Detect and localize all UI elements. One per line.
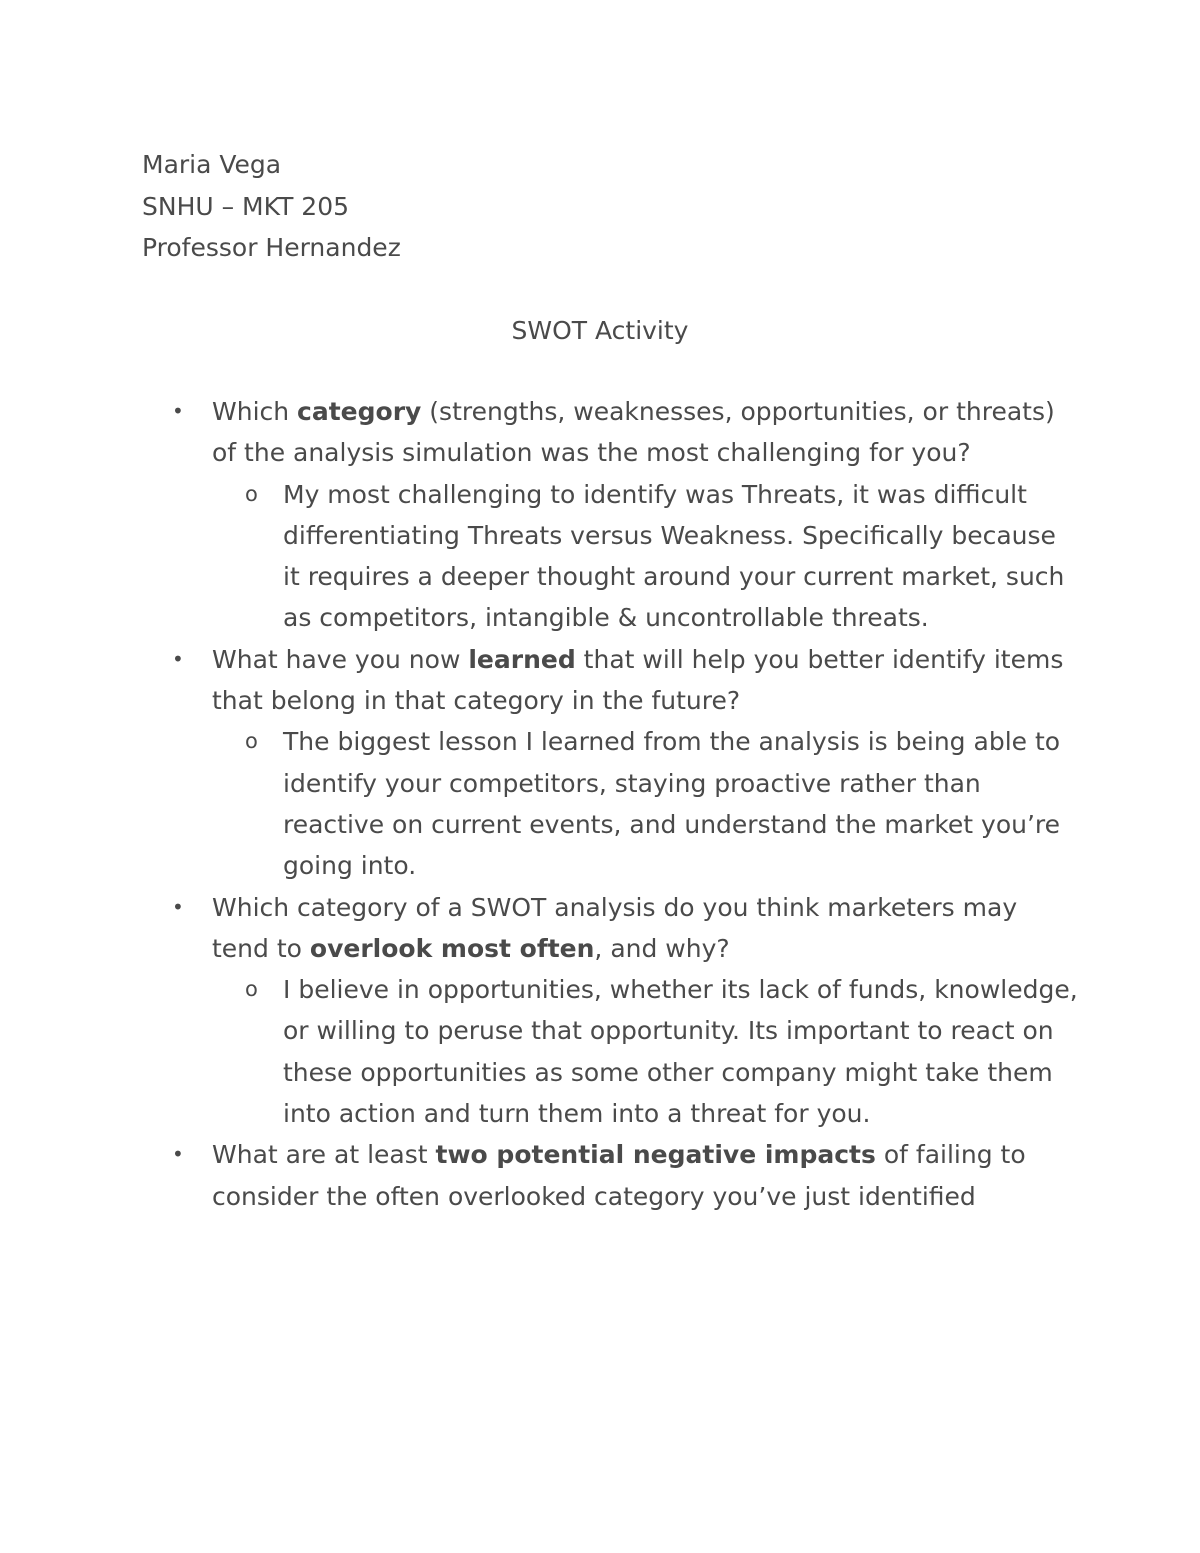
bullet-icon: •	[172, 646, 184, 671]
bullet-icon: •	[172, 894, 184, 919]
bullet-icon: •	[172, 1142, 184, 1167]
course-name: SNHU – MKT 205	[142, 192, 350, 221]
professor-name: Professor Hernandez	[142, 233, 401, 262]
answer-text: I believe in opportunities, whether its lack of funds, knowledge, or willing to peruse that opportunity. Its important to react on these opportunities as some other company might take them into action and turn them into a threat for you.	[283, 975, 1078, 1129]
question-text: Which category (strengths, weaknesses, opportunities, or threats) of the analysis simulation was the most challenging for you?	[212, 397, 1055, 468]
question-text: What have you now learned that will help you better identify items that belong in that category in the future?	[212, 644, 1064, 716]
question-text: What are at least two potential negative impacts of failing to consider the often overlooked category you’ve just identified	[212, 1140, 1026, 1211]
answer-text: My most challenging to identify was Threats, it was difficult differentiating Threats versus Weakness. Specifically because it requires a deeper thought around your current market, such as competitors, intangible & uncontrollable threats.	[283, 479, 1065, 633]
answer-item	[0, 721, 1200, 886]
sub-bullet-icon: o	[245, 481, 258, 506]
answer-item	[0, 474, 1200, 639]
question-item	[0, 639, 1200, 722]
sub-bullet-icon: o	[245, 977, 258, 1002]
student-name: Maria Vega	[142, 150, 282, 179]
answer-text: The biggest lesson I learned from the analysis is being able to identify your competitors, staying proactive rather than reactive on current events, and understand the market you’re going into.	[283, 727, 1061, 881]
bullet-icon: •	[172, 399, 184, 423]
sub-bullet-icon: o	[245, 729, 258, 754]
question-item	[0, 391, 1200, 474]
question-item	[0, 887, 1200, 970]
question-list	[0, 391, 1200, 1217]
question-item	[0, 1134, 1200, 1217]
question-text: Which category of a SWOT analysis do you think marketers may tend to overlook most often, and why?	[212, 892, 1018, 963]
answer-item	[0, 969, 1200, 1134]
document-title: SWOT Activity	[511, 316, 689, 345]
